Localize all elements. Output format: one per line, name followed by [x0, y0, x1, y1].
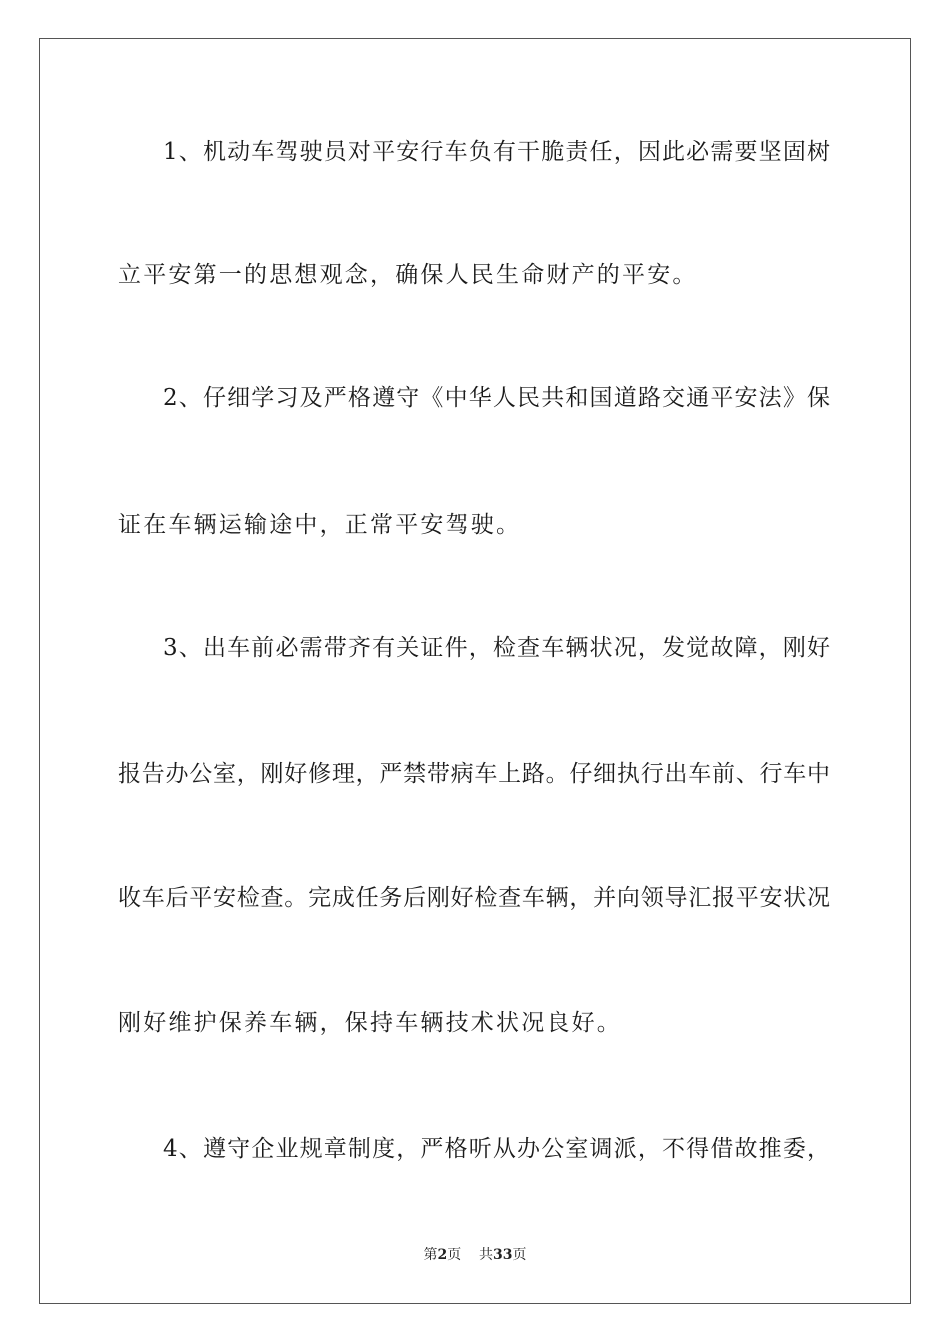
footer-total-prefix: 共 — [479, 1247, 494, 1263]
page-footer — [0, 1246, 950, 1264]
paragraph-3-line-2: 报告办公室，刚好修理，严禁带病车上路。仔细执行出车前、行车中 — [118, 761, 830, 787]
paragraph-2-line-1: 2、仔细学习及严格遵守《中华人民共和国道路交通平安法》保 — [163, 385, 830, 411]
paragraph-2-line-2: 证在车辆运输途中，正常平安驾驶。 — [118, 512, 522, 538]
footer-page-number: 2 — [437, 1247, 448, 1263]
paragraph-1-line-1: 1、机动车驾驶员对平安行车负有干脆责任，因此必需要坚固树 — [163, 139, 830, 165]
paragraph-3-line-1: 3、出车前必需带齐有关证件，检查车辆状况，发觉故障，刚好 — [163, 635, 830, 661]
footer-page-suffix: 页 — [447, 1247, 462, 1263]
page-border — [39, 38, 911, 1304]
paragraph-3-line-4: 刚好维护保养车辆，保持车辆技术状况良好。 — [118, 1010, 622, 1036]
footer-total-pages: 33 — [493, 1247, 513, 1263]
paragraph-3-line-3: 收车后平安检查。完成任务后刚好检查车辆，并向领导汇报平安状况 — [118, 885, 830, 911]
paragraph-4-line-1: 4、遵守企业规章制度，严格听从办公室调派，不得借故推委， — [163, 1136, 830, 1162]
footer-total-suffix: 页 — [512, 1247, 527, 1263]
footer-page-prefix: 第 — [423, 1247, 438, 1263]
paragraph-1-line-2: 立平安第一的思想观念，确保人民生命财产的平安。 — [118, 262, 698, 288]
